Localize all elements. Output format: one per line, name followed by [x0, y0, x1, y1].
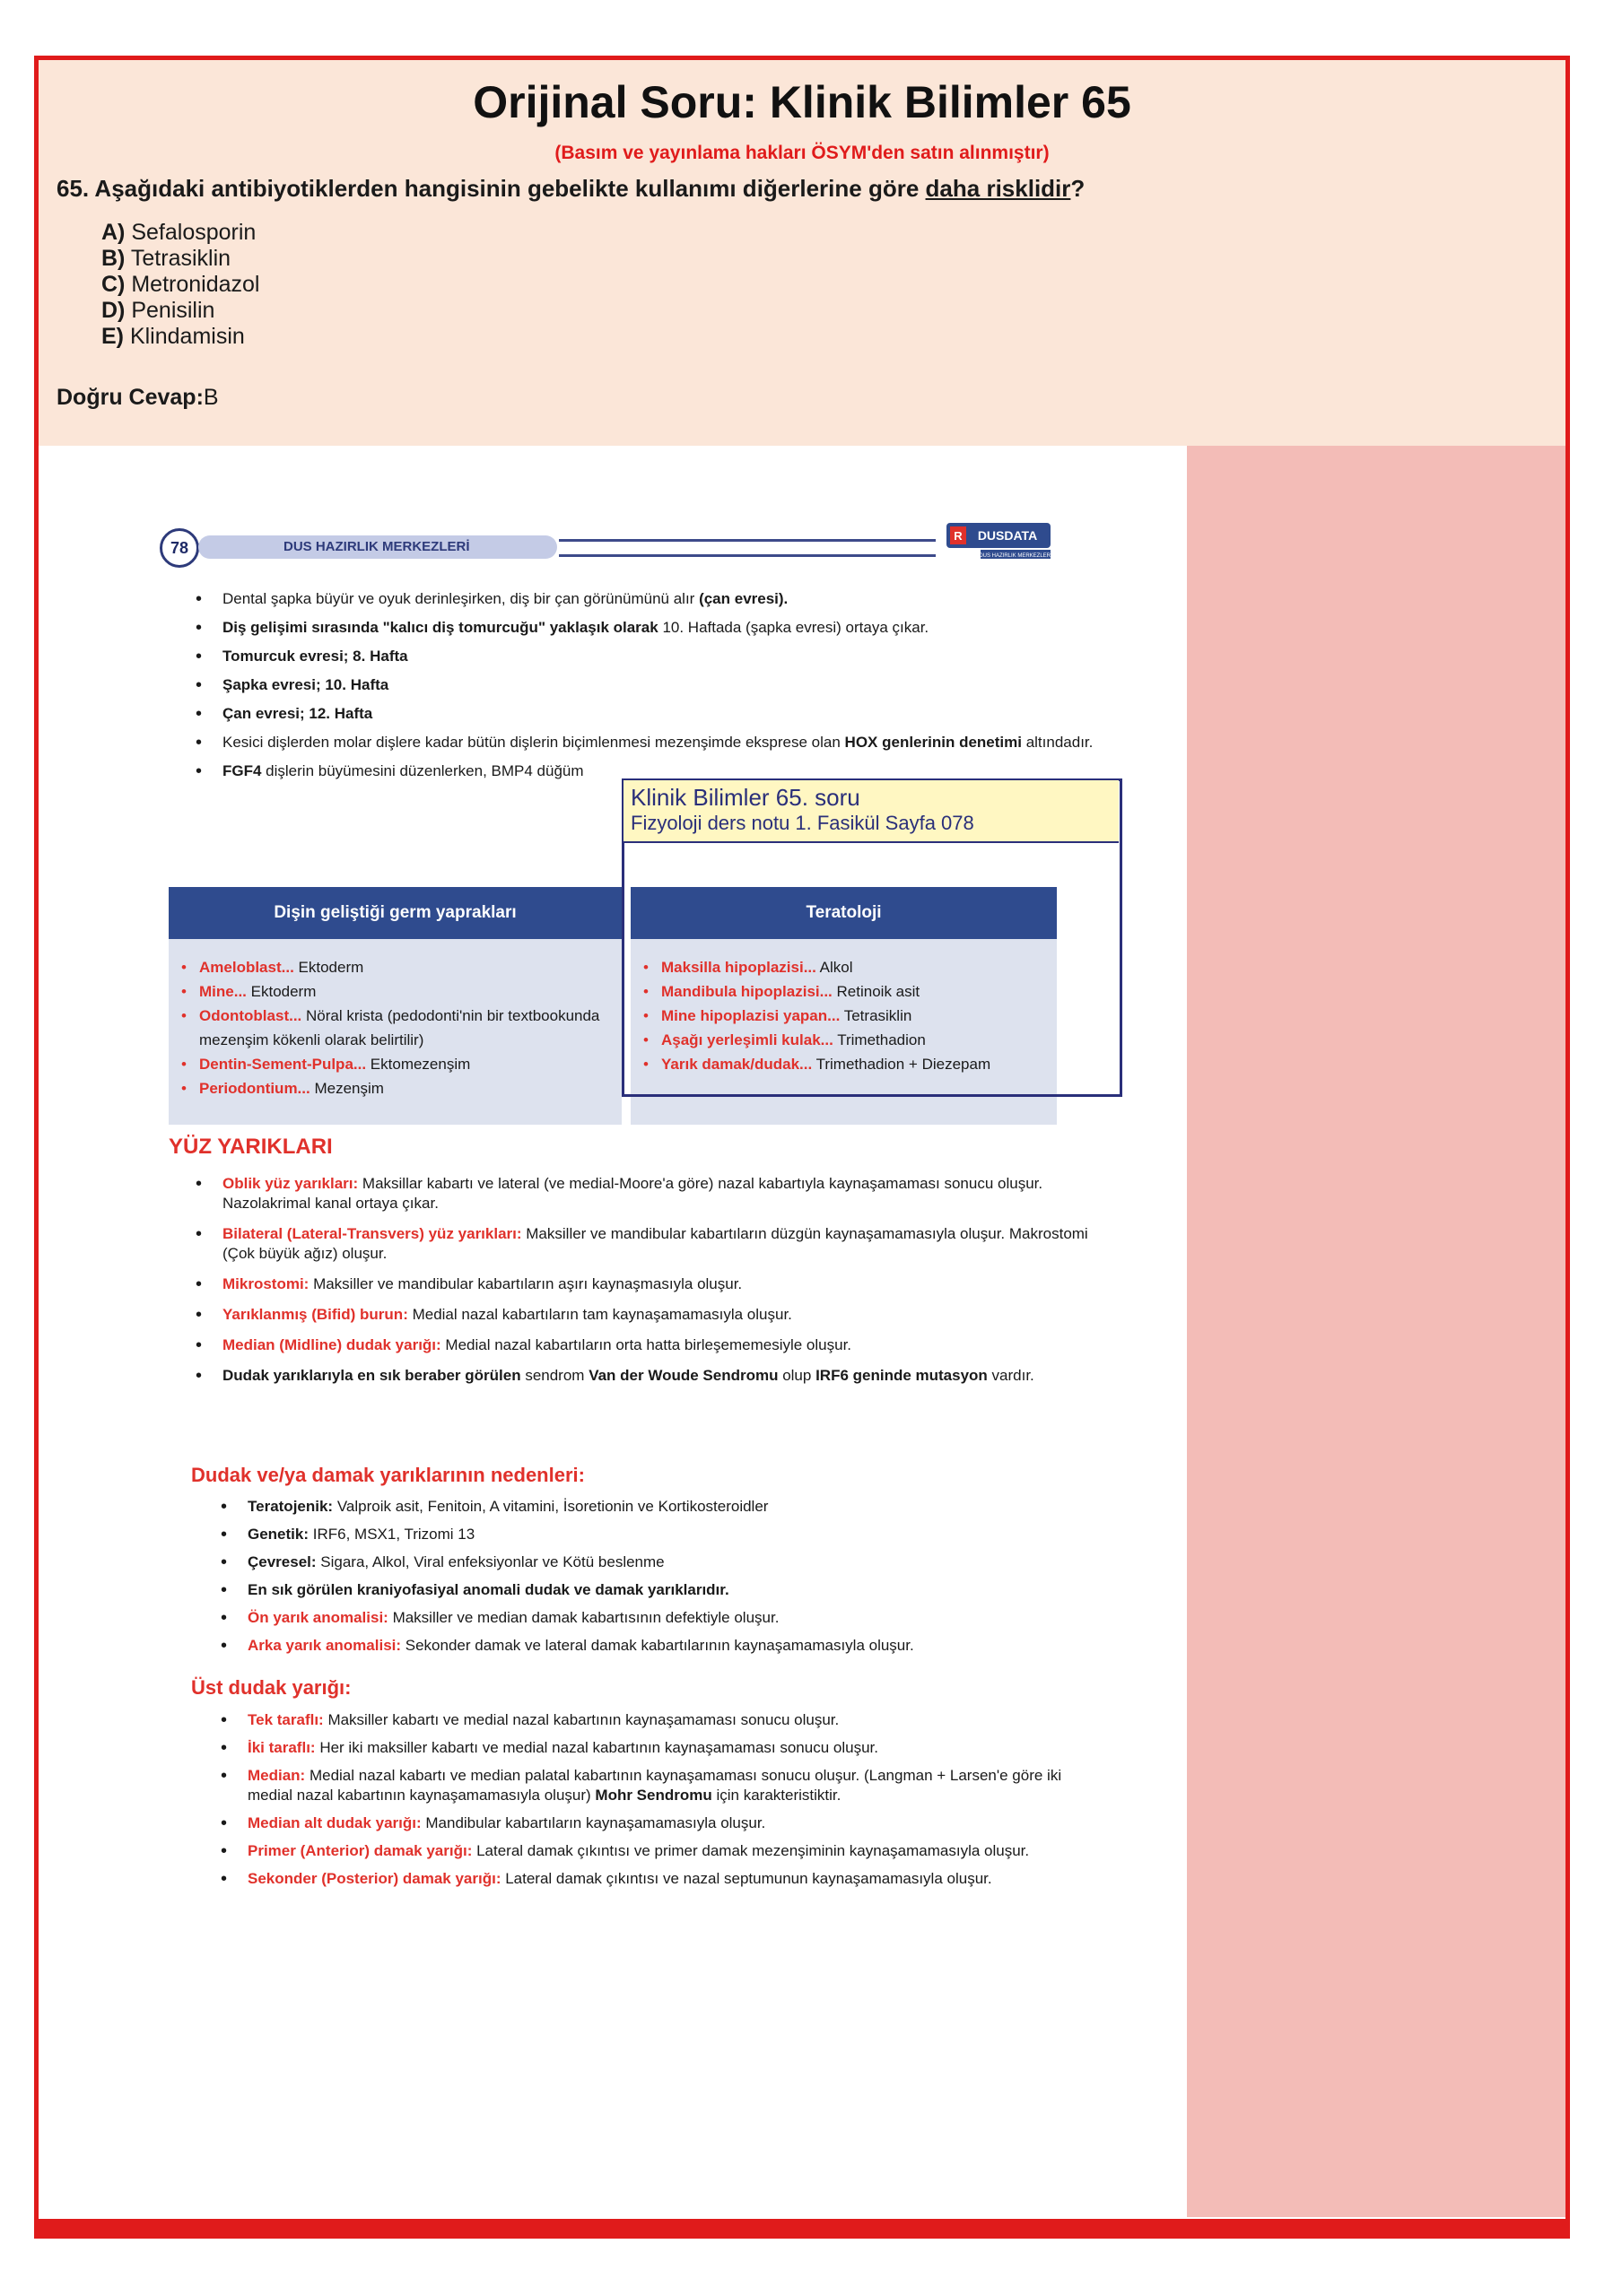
- list-item: • Tek taraflı: Maksiller kabartı ve medial nazal kabartının kaynaşamaması sonucu oluşur.: [221, 1710, 1104, 1730]
- question-mark: ?: [1070, 175, 1086, 202]
- source-annotation: [624, 780, 1119, 843]
- list-item: • Sekonder (Posterior) damak yarığı: Lateral damak çıkıntısı ve nazal septumunun kaynaşamamasıyla oluşur.: [221, 1869, 1104, 1889]
- intro-bullets: [196, 589, 1102, 790]
- list-item: • En sık görülen kraniyofasiyal anomali dudak ve damak yarıklarıdır.: [221, 1580, 1104, 1600]
- correct-answer: Doğru Cevap:B: [57, 385, 219, 410]
- table-row: • Mandibula hipoplazisi... Retinoik asit: [643, 979, 1044, 1004]
- book-header: DUS HAZIRLIK MERKEZLERİ: [198, 535, 557, 559]
- list-item: • Median (Midline) dudak yarığı: Medial nazal kabartıların orta hatta birleşememesiyle oluşur.: [196, 1335, 1102, 1355]
- table-row: • Mine hipoplazisi yapan... Tetrasiklin: [643, 1004, 1044, 1028]
- table-row: • Maksilla hipoplazisi... Alkol: [643, 955, 1044, 979]
- page-number: 78: [160, 528, 199, 568]
- bottom-bar: [34, 2219, 1570, 2239]
- list-item: • İki taraflı: Her iki maksiller kabartı ve medial nazal kabartının kaynaşamaması sonucu oluşur.: [221, 1738, 1104, 1758]
- list-item: • Median alt dudak yarığı: Mandibular kabartıların kaynaşamamasıyla oluşur.: [221, 1813, 1104, 1833]
- table-row: • Aşağı yerleşimli kulak... Trimethadion: [643, 1028, 1044, 1052]
- option-e: E) Klindamisin: [101, 324, 245, 349]
- svg-text:R: R: [954, 529, 963, 543]
- annotation-line1: Klinik Bilimler 65. soru: [631, 784, 860, 811]
- question-text: [57, 175, 1085, 203]
- ust-dudak-list: [221, 1710, 1104, 1897]
- question-emphasis: daha risklidir: [925, 175, 1071, 202]
- section-title-yuz-yariklari: YÜZ YARIKLARI: [169, 1135, 333, 1159]
- option-c: C) Metronidazol: [101, 272, 260, 297]
- list-item: • Genetik: IRF6, MSX1, Trizomi 13: [221, 1525, 1104, 1544]
- list-item: • Çan evresi; 12. Hafta: [196, 704, 1102, 724]
- table-header: Teratoloji: [631, 887, 1057, 939]
- list-item: • Dental şapka büyür ve oyuk derinleşirken, diş bir çan görünümünü alır (çan evresi).: [196, 589, 1102, 609]
- svg-text:DUS HAZIRLIK MERKEZLERİ: DUS HAZIRLIK MERKEZLERİ: [979, 553, 1052, 559]
- list-item: • Teratojenik: Valproik asit, Fenitoin, A vitamini, İsoretionin ve Kortikosteroidler: [221, 1497, 1104, 1517]
- section-title-nedenler: Dudak ve/ya damak yarıklarının nedenleri:: [191, 1464, 585, 1486]
- list-item: • Dudak yarıklarıyla en sık beraber görülen sendrom Van der Woude Sendromu olup IRF6 geninde mutasyon vardır.: [196, 1366, 1102, 1386]
- table-row: • Dentin-Sement-Pulpa... Ektomezenşim: [181, 1052, 609, 1076]
- list-item: • FGF4 dişlerin büyümesini düzenlerken, BMP4 düğüm: [196, 761, 1102, 781]
- list-item: • Arka yarık anomalisi: Sekonder damak ve lateral damak kabartılarının kaynaşamamasıyla oluşur.: [221, 1636, 1104, 1656]
- option-a: A) Sefalosporin: [101, 220, 257, 245]
- list-item: • Ön yarık anomalisi: Maksiller ve median damak kabartısının defektiyle oluşur.: [221, 1608, 1104, 1628]
- question-number: 65.: [57, 175, 90, 202]
- question-title: Orijinal Soru: Klinik Bilimler 65: [473, 77, 1131, 127]
- table-header: Dişin geliştiği germ yaprakları: [169, 887, 622, 939]
- table-row: • Ameloblast... Ektoderm: [181, 955, 609, 979]
- list-item: • Median: Medial nazal kabartı ve median palatal kabartının kaynaşamaması sonucu oluşur. (Langman + Larsen'e göre iki medial nazal kabartının kaynaşamamasıyla oluşur) Mohr Sendromu için karakteristiktir.: [221, 1766, 1104, 1805]
- dusdata-logo: [945, 519, 1052, 562]
- germ-layers-table: [169, 887, 622, 1125]
- list-item: • Yarıklanmış (Bifid) burun: Medial nazal kabartıların tam kaynaşamamasıyla oluşur.: [196, 1305, 1102, 1325]
- side-margin: [1187, 446, 1565, 2217]
- section-title-ust-dudak: Üst dudak yarığı:: [191, 1676, 352, 1699]
- list-item: • Diş gelişimi sırasında "kalıcı diş tomurcuğu" yaklaşık olarak 10. Haftada (şapka evresi) ortaya çıkar.: [196, 618, 1102, 638]
- question-panel: [39, 60, 1565, 446]
- option-d: D) Penisilin: [101, 298, 215, 323]
- table-row: • Periodontium... Mezenşim: [181, 1076, 609, 1100]
- question-stem: Aşağıdaki antibiyotiklerden hangisinin gebelikte kullanımı diğerlerine göre: [94, 175, 926, 202]
- svg-text:DUSDATA: DUSDATA: [977, 528, 1038, 543]
- option-b: B) Tetrasiklin: [101, 246, 231, 271]
- page-frame: [34, 56, 1570, 2237]
- list-item: • Şapka evresi; 10. Hafta: [196, 675, 1102, 695]
- table-row: • Mine... Ektoderm: [181, 979, 609, 1004]
- header-rule: [559, 539, 936, 557]
- annotation-line2: Fizyoloji ders notu 1. Fasikül Sayfa 078: [631, 812, 974, 834]
- answer-options: [101, 220, 259, 350]
- list-item: • Oblik yüz yarıkları: Maksillar kabartı ve lateral (ve medial-Moore'a göre) nazal kabartıyla kaynaşamaması sonucu oluşur. Nazolakrimal kanal ortaya çıkar.: [196, 1174, 1102, 1213]
- table-row: • Yarık damak/dudak... Trimethadion + Diezepam: [643, 1052, 1044, 1076]
- list-item: • Bilateral (Lateral-Transvers) yüz yarıkları: Maksiller ve mandibular kabartıların düzgün kaynaşamamasıyla oluşur. Makrostomi (Çok büyük ağız) oluşur.: [196, 1224, 1102, 1264]
- list-item: • Mikrostomi: Maksiller ve mandibular kabartıların aşırı kaynaşmasıyla oluşur.: [196, 1274, 1102, 1294]
- yuz-yariklari-list: [196, 1174, 1102, 1396]
- table-row: • Odontoblast... Nöral krista (pedodonti'nin bir textbookunda mezenşim kökenli olarak belirtilir): [181, 1004, 609, 1052]
- list-item: • Tomurcuk evresi; 8. Hafta: [196, 647, 1102, 666]
- list-item: • Kesici dişlerden molar dişlere kadar bütün dişlerin biçimlenmesi mezenşimde eksprese olan HOX genlerinin denetimi altındadır.: [196, 733, 1102, 752]
- list-item: • Primer (Anterior) damak yarığı: Lateral damak çıkıntısı ve primer damak mezenşiminin kaynaşamamasıyla oluşur.: [221, 1841, 1104, 1861]
- book-page: [39, 446, 1187, 2217]
- nedenler-list: [221, 1497, 1104, 1664]
- copyright-note: (Basım ve yayınlama hakları ÖSYM'den satın alınmıştır): [554, 143, 1050, 163]
- list-item: • Çevresel: Sigara, Alkol, Viral enfeksiyonlar ve Kötü beslenme: [221, 1552, 1104, 1572]
